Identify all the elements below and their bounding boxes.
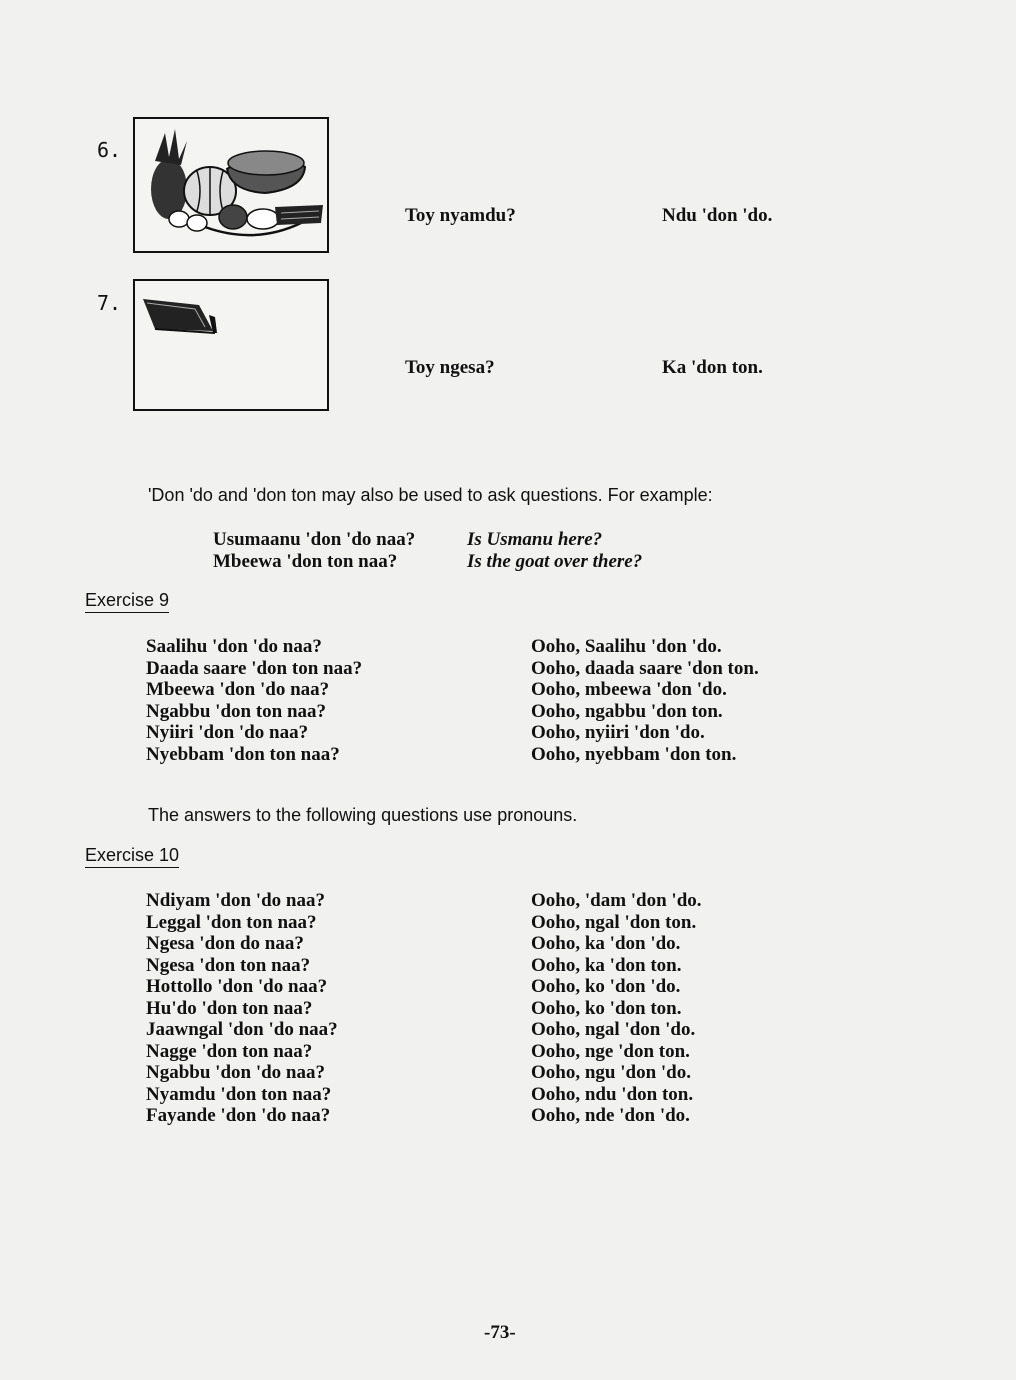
exercise-question: Ngabbu 'don ton naa? — [146, 700, 327, 722]
exercise-answer: Ooho, ka 'don 'do. — [531, 933, 681, 954]
item-number-7: 7. — [97, 291, 122, 315]
exercise-10-answers — [531, 890, 702, 1127]
exercise-question: Nyebbam 'don ton naa? — [146, 743, 340, 765]
exercise-question: Leggal 'don ton naa? — [146, 911, 317, 933]
exercise-answer: Ooho, ko 'don ton. — [531, 997, 682, 1019]
exercise-10-heading: Exercise 10 — [85, 845, 179, 868]
exercise-answer: Ooho, ngal 'don ton. — [531, 911, 697, 933]
exercise-answer: Ooho, Saalihu 'don 'do. — [531, 636, 722, 657]
examples-english — [467, 529, 642, 572]
exercise-question: Hottollo 'don 'do naa? — [146, 976, 328, 997]
answer-7: Ka 'don ton. — [662, 357, 763, 378]
exercise-answer: Ooho, ngu 'don 'do. — [531, 1062, 691, 1083]
item-number-6: 6. — [97, 138, 122, 162]
exercise-question: Ngabbu 'don 'do naa? — [146, 1062, 325, 1083]
exercise-answer: Ooho, mbeewa 'don 'do. — [531, 679, 727, 700]
distant-field-icon — [135, 281, 327, 409]
exercise-answer: Ooho, nyiiri 'don 'do. — [531, 722, 705, 743]
exercise-answer: Ooho, nyebbam 'don ton. — [531, 743, 737, 765]
exercise-question: Saalihu 'don 'do naa? — [146, 636, 322, 657]
pronoun-note: The answers to the following questions use pronouns. — [148, 805, 578, 825]
exercise-question: Nyamdu 'don ton naa? — [146, 1083, 332, 1105]
food-basket-picture — [133, 117, 329, 253]
question-6: Toy nyamdu? — [405, 205, 516, 226]
distant-field-picture — [133, 279, 329, 411]
exercise-question: Ngesa 'don ton naa? — [146, 954, 311, 976]
exercise-question: Mbeewa 'don 'do naa? — [146, 679, 330, 700]
intro-text: 'Don 'do and 'don ton may also be used to ask questions. For example: — [148, 485, 713, 505]
exercise-question: Fayande 'don 'do naa? — [146, 1105, 331, 1126]
exercise-question: Jaawngal 'don 'do naa? — [146, 1019, 338, 1040]
exercise-answer: Ooho, ngabbu 'don ton. — [531, 700, 723, 722]
exercise-answer: Ooho, ka 'don ton. — [531, 954, 682, 976]
exercise-answer: Ooho, ndu 'don ton. — [531, 1083, 694, 1105]
exercise-answer: Ooho, nge 'don ton. — [531, 1040, 690, 1062]
exercise-9-questions — [146, 636, 362, 765]
example-fulfulde: Mbeewa 'don ton naa? — [213, 550, 398, 572]
exercise-question: Ndiyam 'don 'do naa? — [146, 890, 325, 911]
example-fulfulde: Usumaanu 'don 'do naa? — [213, 529, 416, 550]
question-7: Toy ngesa? — [405, 357, 495, 378]
exercise-answer: Ooho, ko 'don 'do. — [531, 976, 681, 997]
food-basket-icon — [135, 119, 327, 251]
exercise-question: Nyiiri 'don 'do naa? — [146, 722, 309, 743]
exercise-answer: Ooho, 'dam 'don 'do. — [531, 890, 702, 911]
exercise-answer: Ooho, nde 'don 'do. — [531, 1105, 690, 1126]
exercise-question: Daada saare 'don ton naa? — [146, 657, 363, 679]
exercise-answer: Ooho, daada saare 'don ton. — [531, 657, 759, 679]
exercise-question: Ngesa 'don do naa? — [146, 933, 304, 954]
page-number: -73- — [484, 1322, 516, 1343]
exercise-10-questions — [146, 890, 338, 1127]
example-english: Is the goat over there? — [467, 550, 643, 572]
exercise-question: Nagge 'don ton naa? — [146, 1040, 313, 1062]
exercise-question: Hu'do 'don ton naa? — [146, 997, 313, 1019]
example-english: Is Usmanu here? — [467, 529, 603, 550]
answer-6: Ndu 'don 'do. — [662, 205, 773, 226]
exercise-9-answers — [531, 636, 759, 765]
exercise-9-heading: Exercise 9 — [85, 590, 169, 613]
examples-fulfulde — [213, 529, 415, 572]
exercise-answer: Ooho, ngal 'don 'do. — [531, 1019, 696, 1040]
